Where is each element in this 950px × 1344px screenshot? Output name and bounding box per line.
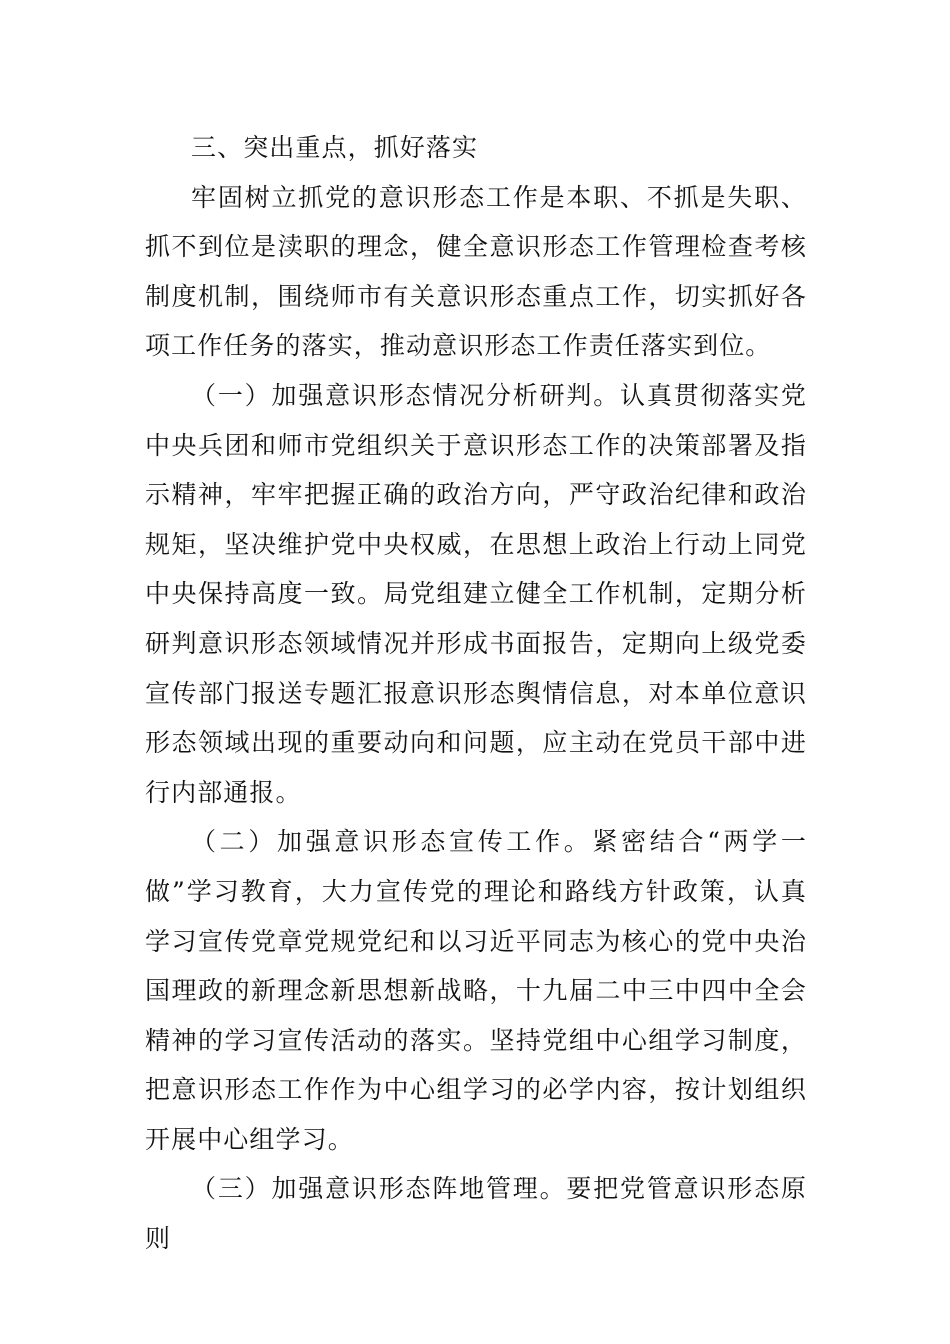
document-body — [145, 123, 807, 1264]
paragraph-position-management: （三）加强意识形态阵地管理。要把党管意识形态原则 — [145, 1174, 807, 1254]
section-heading: 三、突出重点，抓好落实 — [191, 133, 479, 162]
paragraph-responsibility: 牢固树立抓党的意识形态工作是本职、不抓是失职、抓不到位是渎职的理念，健全意识形态工作管理检查考核制度机制，围绕师市有关意识形态重点工作，切实抓好各项工作任务的落实，推动意识形态工作责任落实到位。 — [145, 182, 807, 361]
paragraph-publicity: （二）加强意识形态宣传工作。紧密结合“两学一做”学习教育，大力宣传党的理论和路线方针政策，认真学习宣传党章党规党纪和以习近平同志为核心的党中央治国理政的新理念新思想新战略，十九届二中三中四中全会精神的学习宣传活动的落实。坚持党组中心组学习制度，把意识形态工作作为中心组学习的必学内容，按计划组织开展中心组学习。 — [145, 827, 807, 1154]
paragraph-analysis: （一）加强意识形态情况分析研判。认真贯彻落实党中央兵团和师市党组织关于意识形态工作的决策部署及指示精神，牢牢把握正确的政治方向，严守政治纪律和政治规矩，坚决维护党中央权威，在思想上政治上行动上同党中央保持高度一致。局党组建立健全工作机制，定期分析研判意识形态领域情况并形成书面报告，定期向上级党委宣传部门报送专题汇报意识形态舆情信息，对本单位意识形态领域出现的重要动向和问题，应主动在党员干部中进行内部通报。 — [145, 380, 807, 807]
